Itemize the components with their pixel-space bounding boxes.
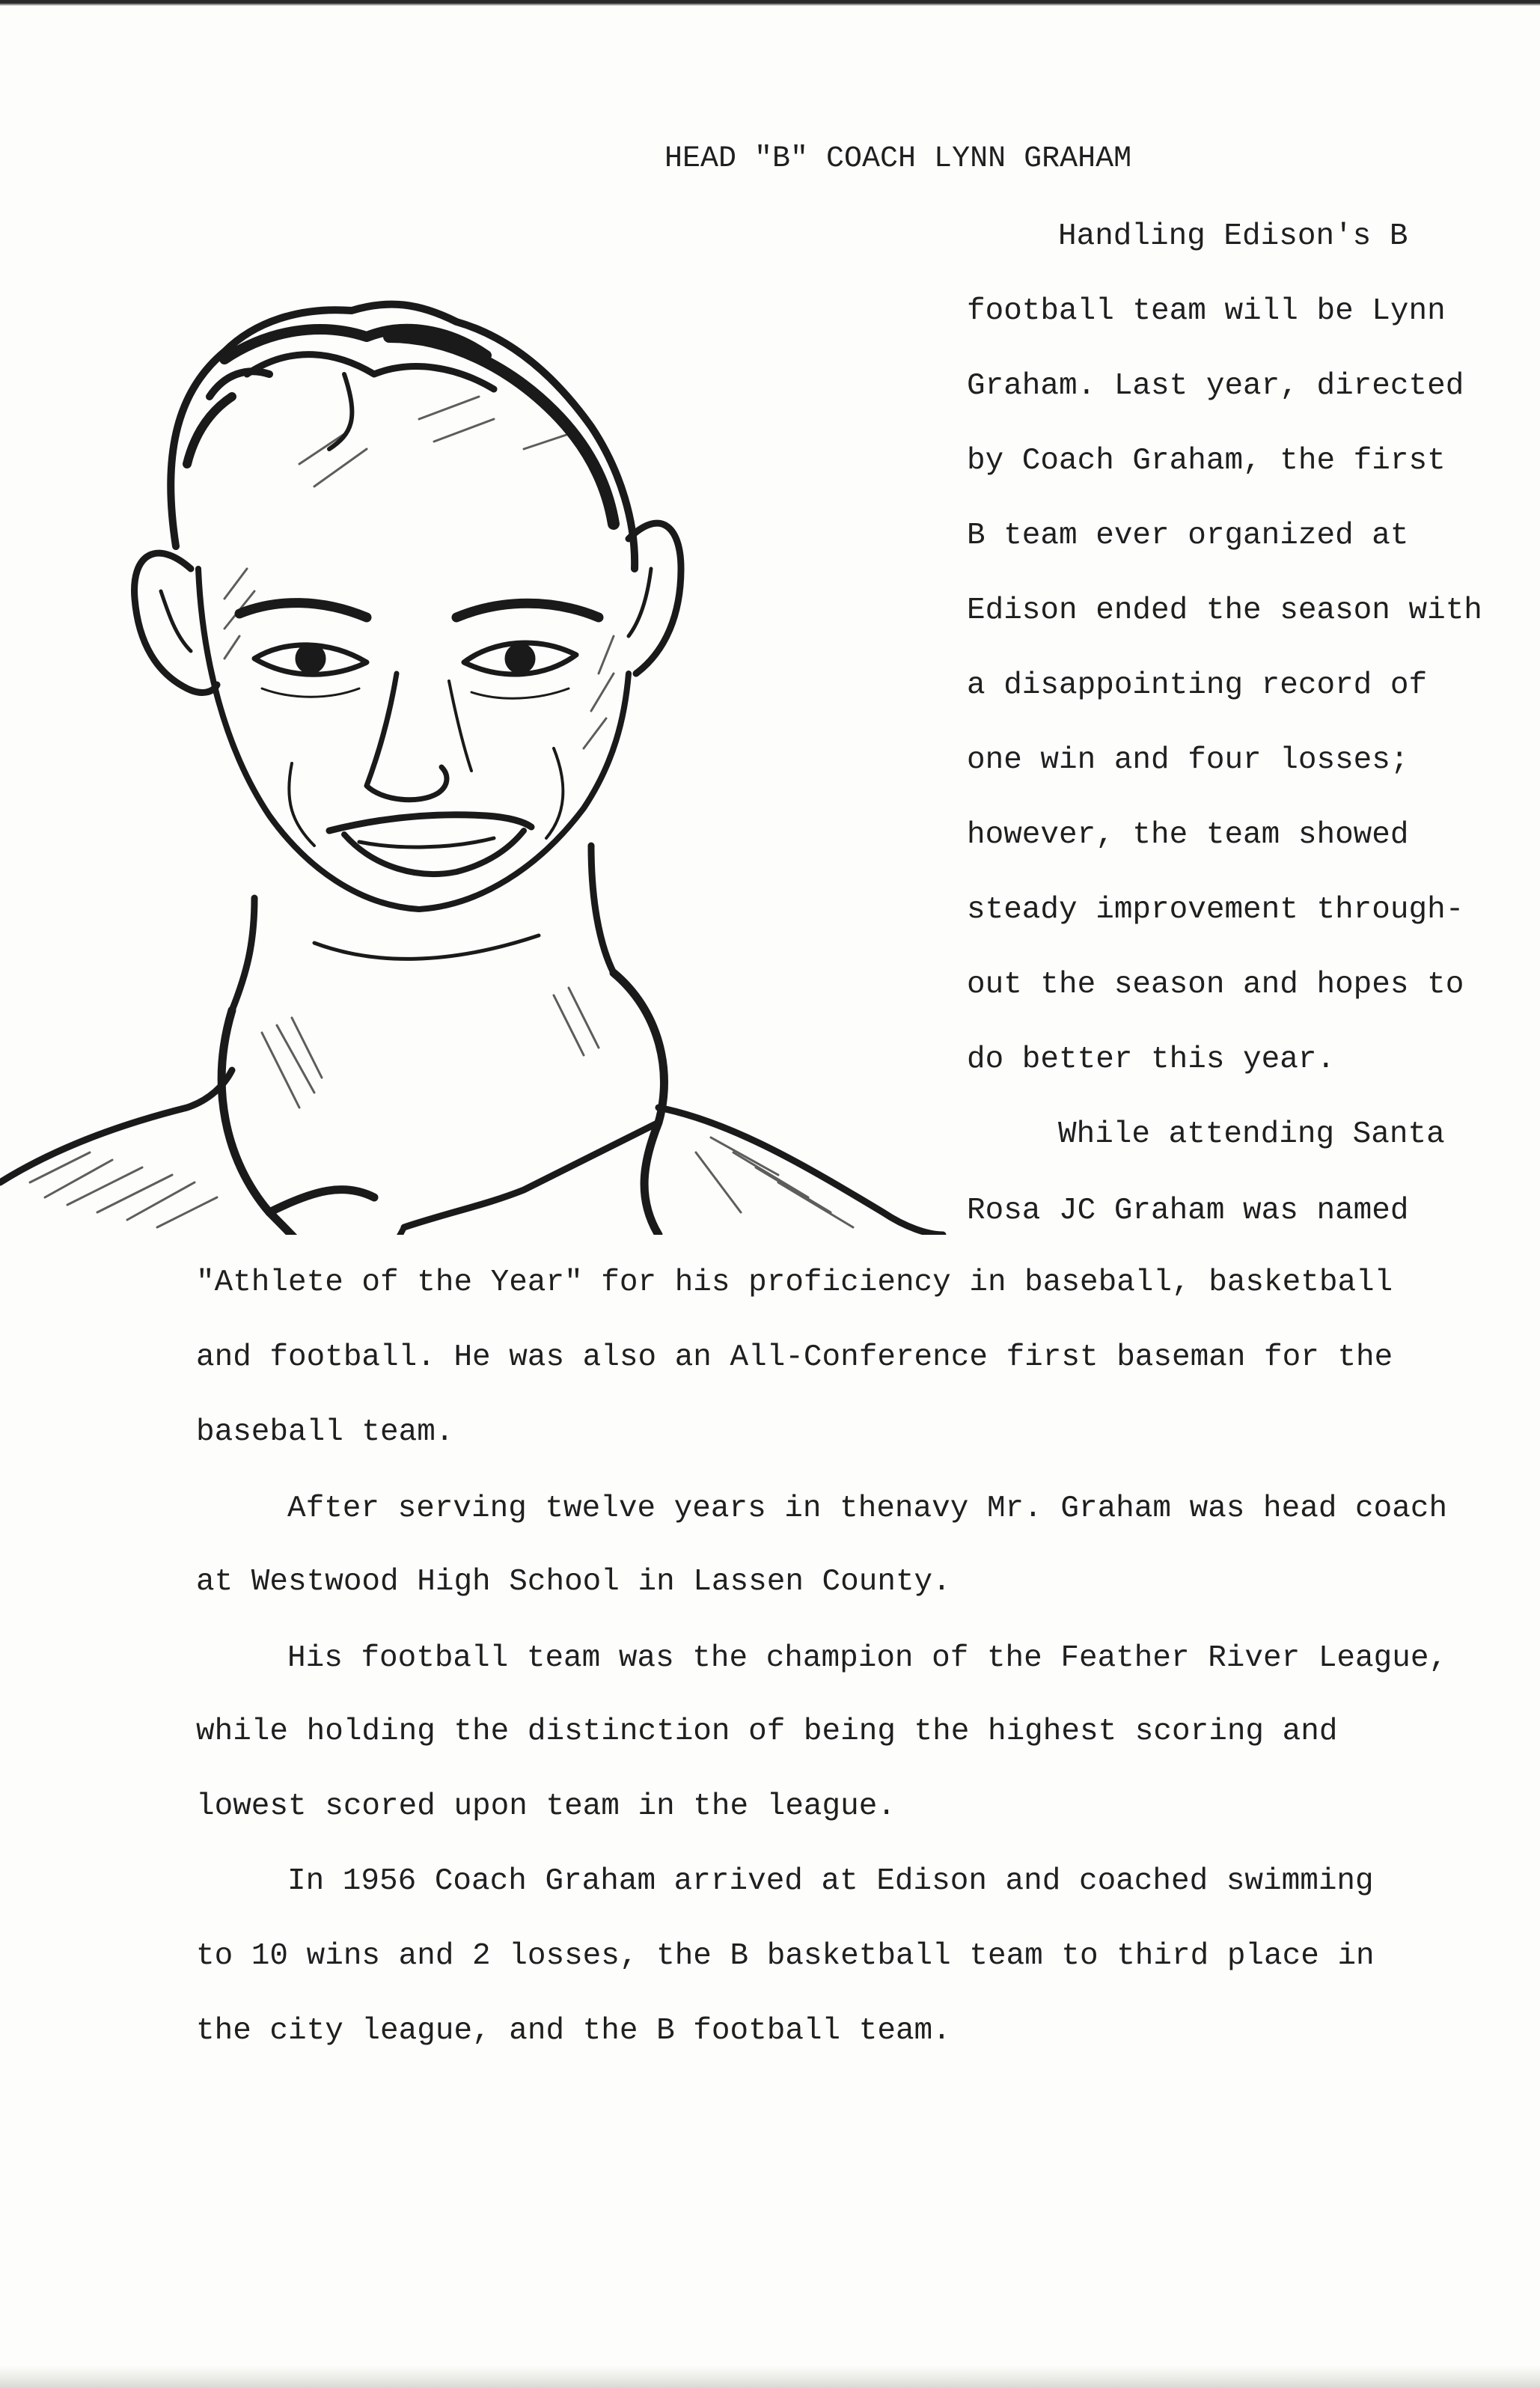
- text-line: Handling Edison's B: [1058, 219, 1408, 254]
- text-line: one win and four losses;: [967, 743, 1409, 778]
- text-line: In 1956 Coach Graham arrived at Edison and coached swimming: [287, 1864, 1374, 1899]
- text-line: while holding the distinction of being the highest scoring and: [196, 1714, 1338, 1749]
- text-line: however, the team showed: [967, 818, 1409, 852]
- text-line: a disappointing record of: [967, 668, 1428, 703]
- text-line: Rosa JC Graham was named: [967, 1194, 1409, 1228]
- text-line: steady improvement through-: [967, 893, 1464, 927]
- text-line: B team ever organized at: [967, 519, 1409, 553]
- text-line: His football team was the champion of the Feather River League,: [287, 1641, 1448, 1676]
- text-line: and football. He was also an All-Conference first baseman for the: [196, 1340, 1393, 1375]
- text-line: Graham. Last year, directed: [967, 369, 1464, 403]
- text-line: baseball team.: [196, 1415, 454, 1450]
- page-title: HEAD "B" COACH LYNN GRAHAM: [664, 142, 1132, 176]
- page-top-edge: [0, 0, 1540, 16]
- text-line: to 10 wins and 2 losses, the B basketball team to third place in: [196, 1939, 1375, 1973]
- page-bottom-edge: [0, 2366, 1540, 2388]
- text-line: do better this year.: [967, 1042, 1336, 1077]
- coach-portrait-sketch: [0, 150, 958, 1235]
- text-line: the city league, and the B football team.: [196, 2014, 951, 2048]
- text-line: While attending Santa: [1058, 1117, 1445, 1152]
- text-line: at Westwood High School in Lassen County.: [196, 1565, 951, 1599]
- text-line: "Athlete of the Year" for his proficiency in baseball, basketball: [196, 1265, 1393, 1300]
- text-line: football team will be Lynn: [967, 294, 1446, 329]
- text-line: by Coach Graham, the first: [967, 444, 1446, 478]
- text-line: lowest scored upon team in the league.: [196, 1789, 896, 1824]
- text-line: out the season and hopes to: [967, 968, 1464, 1002]
- text-line: Edison ended the season with: [967, 593, 1482, 628]
- text-line: After serving twelve years in thenavy Mr. Graham was head coach: [287, 1491, 1448, 1526]
